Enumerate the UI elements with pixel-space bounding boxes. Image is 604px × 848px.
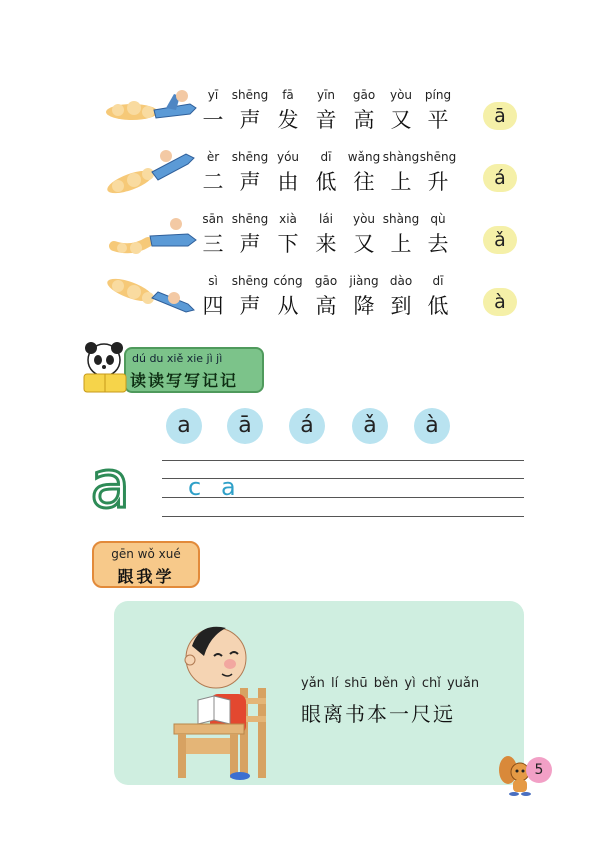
pinyin: sì bbox=[208, 274, 218, 288]
hanzi: 声 bbox=[239, 232, 261, 256]
pinyin: yòu bbox=[389, 88, 413, 102]
writing-line bbox=[162, 478, 524, 479]
tone-circle-a3: ǎ bbox=[352, 408, 388, 444]
hanzi: 又 bbox=[390, 108, 412, 132]
hanzi: 高 bbox=[353, 108, 375, 132]
hanzi: 发 bbox=[277, 108, 299, 132]
airplane-illustration-4 bbox=[104, 276, 200, 322]
hanzi: 低 bbox=[427, 294, 449, 318]
pinyin: píng bbox=[424, 88, 452, 102]
hanzi: 上 bbox=[390, 232, 412, 256]
hanzi: 来 bbox=[315, 232, 337, 256]
tone-badge-3: ǎ bbox=[483, 226, 517, 254]
hanzi: 由 bbox=[277, 170, 299, 194]
hanzi: 声 bbox=[239, 294, 261, 318]
read-write-title: 读读写写记记 bbox=[130, 371, 239, 390]
writing-line bbox=[162, 497, 524, 498]
pinyin: lái bbox=[318, 212, 334, 226]
hanzi: 去 bbox=[427, 232, 449, 256]
follow-me-badge bbox=[92, 541, 200, 588]
pinyin: shēng bbox=[231, 150, 269, 164]
hanzi: 从 bbox=[277, 294, 299, 318]
hanzi: 升 bbox=[427, 170, 449, 194]
hanzi: 一 bbox=[202, 108, 224, 132]
tone-circle-a4: à bbox=[414, 408, 450, 444]
airplane-illustration-3 bbox=[108, 212, 204, 258]
pinyin: shēng bbox=[231, 274, 269, 288]
pinyin: shàng bbox=[382, 150, 420, 164]
hanzi: 又 bbox=[353, 232, 375, 256]
writing-line bbox=[162, 460, 524, 461]
hanzi: 降 bbox=[353, 294, 375, 318]
tone-circle-a: a bbox=[166, 408, 202, 444]
pinyin: shēng bbox=[231, 212, 269, 226]
page-number: 5 bbox=[526, 757, 552, 783]
hanzi: 音 bbox=[315, 108, 337, 132]
hanzi: 到 bbox=[390, 294, 412, 318]
tone-row-1-hanzi bbox=[204, 104, 464, 132]
pinyin: yīn bbox=[316, 88, 336, 102]
tone-row-4-pinyin bbox=[204, 274, 464, 290]
tone-row-2-pinyin bbox=[204, 150, 464, 166]
hanzi: 低 bbox=[315, 170, 337, 194]
pinyin: shēng bbox=[231, 88, 269, 102]
tip-pinyin: yǎn lí shū běn yì chǐ yuǎn bbox=[301, 676, 480, 691]
pinyin: xià bbox=[279, 212, 297, 226]
stroke-order-letter: a bbox=[90, 446, 131, 523]
hanzi: 二 bbox=[202, 170, 224, 194]
tone-badge-1: ā bbox=[483, 102, 517, 130]
pinyin: jiàng bbox=[349, 274, 379, 288]
pinyin: shēng bbox=[419, 150, 457, 164]
pinyin: èr bbox=[206, 150, 220, 164]
read-write-pinyin: dú du xiě xie jì jì bbox=[132, 352, 223, 365]
tone-badge-4: à bbox=[483, 288, 517, 316]
hanzi: 四 bbox=[202, 294, 224, 318]
hanzi: 声 bbox=[239, 170, 261, 194]
hanzi: 平 bbox=[427, 108, 449, 132]
pinyin: sān bbox=[202, 212, 224, 226]
trace-letter-a: a bbox=[221, 473, 236, 501]
tone-row-3-hanzi bbox=[204, 228, 464, 256]
pinyin: dī bbox=[320, 150, 332, 164]
pinyin: yī bbox=[207, 88, 219, 102]
pinyin: fā bbox=[282, 88, 294, 102]
tone-row-3-pinyin bbox=[204, 212, 464, 228]
panda-reading-icon bbox=[80, 340, 130, 396]
pinyin: cóng bbox=[273, 274, 303, 288]
hanzi: 下 bbox=[277, 232, 299, 256]
hanzi: 声 bbox=[239, 108, 261, 132]
airplane-illustration-2 bbox=[104, 148, 200, 194]
pinyin: gāo bbox=[314, 274, 338, 288]
writing-line bbox=[162, 516, 524, 517]
tone-row-4-hanzi bbox=[204, 290, 464, 318]
hanzi: 上 bbox=[390, 170, 412, 194]
pinyin: shàng bbox=[382, 212, 420, 226]
pinyin: gāo bbox=[352, 88, 376, 102]
pinyin: yóu bbox=[276, 150, 300, 164]
follow-me-title: 跟我学 bbox=[117, 567, 175, 586]
tone-circle-a2: á bbox=[289, 408, 325, 444]
hanzi: 往 bbox=[353, 170, 375, 194]
pinyin: dào bbox=[389, 274, 413, 288]
airplane-illustration-1 bbox=[104, 86, 200, 132]
pinyin: qù bbox=[430, 212, 446, 226]
hanzi: 高 bbox=[315, 294, 337, 318]
tone-row-2-hanzi bbox=[204, 166, 464, 194]
tone-row-1-pinyin bbox=[204, 88, 464, 104]
hanzi: 三 bbox=[202, 232, 224, 256]
pinyin: yòu bbox=[352, 212, 376, 226]
follow-me-pinyin: gēn wǒ xué bbox=[111, 547, 181, 561]
tone-circle-a1: ā bbox=[227, 408, 263, 444]
boy-reading-illustration bbox=[170, 616, 280, 782]
pinyin: wǎng bbox=[347, 150, 381, 164]
pinyin: dī bbox=[432, 274, 444, 288]
tip-text: 眼离书本一尺远 bbox=[301, 702, 455, 726]
trace-letter-c: c bbox=[188, 473, 202, 501]
tone-badge-2: á bbox=[483, 164, 517, 192]
